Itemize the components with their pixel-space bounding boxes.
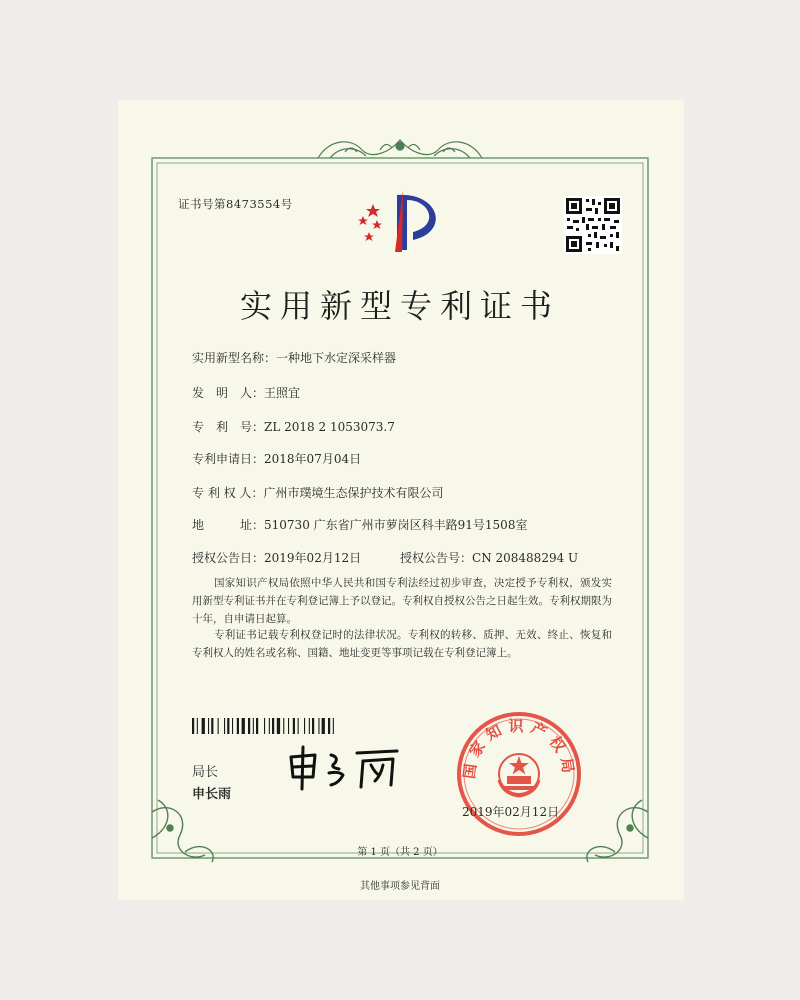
grant-date-value: 2019年02月12日 [264, 551, 362, 565]
address-row [192, 516, 527, 533]
barcode [192, 718, 372, 734]
qr-code [564, 196, 622, 254]
patent-office-logo [355, 190, 445, 255]
signatory-name: 申长雨 [192, 787, 232, 802]
svg-text:国家知识产权局 [460, 717, 578, 780]
inventor-label: 发 明 人： [192, 386, 265, 400]
invention-name-label: 实用新型名称： [192, 351, 277, 365]
patent-number-label: 专 利 号： [192, 420, 265, 434]
filing-date-row [192, 450, 361, 467]
patentee-row [192, 484, 443, 501]
patentee-label: 专 利 权 人： [192, 486, 264, 500]
address-value: 510730 广东省广州市萝岗区科丰路91号1508室 [264, 518, 528, 532]
inventor-row [192, 384, 300, 401]
certificate-number: 证书号第8473554号 [178, 197, 293, 211]
inventor-value: 王照宜 [264, 386, 301, 400]
grant-number-row [400, 549, 578, 566]
address-label: 地 址： [192, 518, 265, 532]
page-number: 第 1 页（共 2 页） [357, 847, 443, 858]
handwritten-signature [285, 743, 405, 793]
patent-number-value: ZL 2018 2 1053073.7 [264, 420, 395, 434]
certificate-title: 实用新型专利证书 [239, 287, 560, 325]
patent-number-row [192, 418, 395, 435]
grant-date-row [192, 549, 361, 566]
seal-text: 国家知识产权局 [460, 716, 578, 780]
legal-paragraph-2: 专利证书记载专利权登记时的法律状况。专利权的转移、质押、无效、终止、恢复和专利权人的姓名或名称、国籍、地址变更等事项记载在专利登记簿上。 [192, 629, 612, 659]
filing-date-label: 专利申请日： [192, 452, 265, 466]
invention-name-value: 一种地下水定深采样器 [276, 351, 397, 365]
top-ornament [318, 140, 482, 158]
invention-name-row [192, 349, 396, 366]
grant-date-label: 授权公告日： [192, 551, 265, 565]
seal-date: 2019年02月12日 [462, 805, 560, 819]
footer-note: 其他事项参见背面 [360, 881, 440, 892]
signatory-title: 局长 [192, 765, 219, 780]
patentee-value: 广州市璞境生态保护技术有限公司 [263, 486, 444, 500]
filing-date-value: 2018年07月04日 [264, 452, 362, 466]
grant-number-value: CN 208488294 U [472, 551, 579, 565]
grant-number-label: 授权公告号： [400, 551, 473, 565]
legal-paragraph-1: 国家知识产权局依照中华人民共和国专利法经过初步审查，决定授予专利权，颁发实用新型专利证书并在专利登记簿上予以登记。专利权自授权公告之日起生效。专利权期限为十年，自申请日起算。 [192, 577, 612, 625]
